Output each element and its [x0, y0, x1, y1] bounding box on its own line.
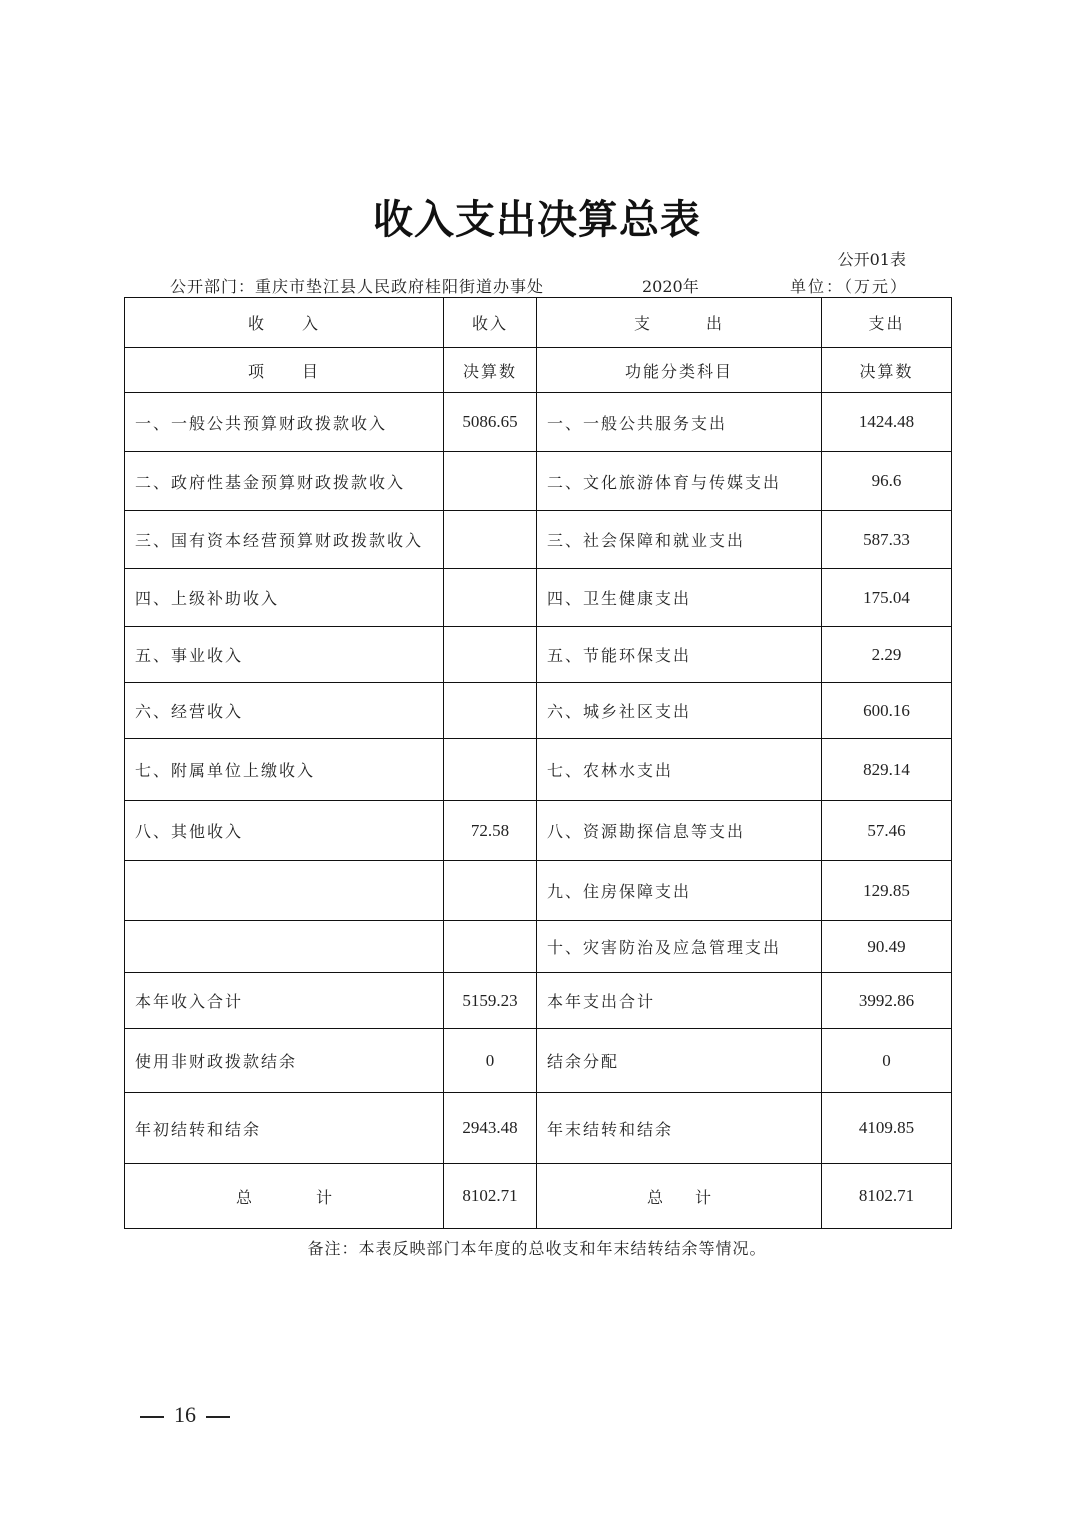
income-value [444, 452, 537, 511]
header-income-final: 决算数 [444, 348, 537, 393]
table-row [125, 627, 952, 683]
income-value [444, 861, 537, 921]
expense-item: 结余分配 [537, 1029, 822, 1093]
income-item [125, 921, 444, 973]
table-row [125, 1029, 952, 1093]
header-row-1 [125, 298, 952, 348]
income-value: 2943.48 [444, 1093, 537, 1164]
page-title: 收入支出决算总表 [373, 196, 701, 243]
total-income-value: 8102.71 [444, 1164, 537, 1229]
header-category: 功能分类科目 [537, 348, 822, 393]
header-item: 项 目 [125, 348, 444, 393]
table-row [125, 683, 952, 739]
expense-value: 90.49 [822, 921, 952, 973]
income-value [444, 921, 537, 973]
unit: 单位：（万元） [790, 277, 909, 296]
form-number: 公开01表 [837, 250, 906, 269]
income-item: 五、事业收入 [125, 627, 444, 683]
header-income-amount: 收入 [444, 298, 537, 348]
table-row [125, 801, 952, 861]
expense-value: 175.04 [822, 569, 952, 627]
expense-value: 829.14 [822, 739, 952, 801]
income-item: 本年收入合计 [125, 973, 444, 1029]
income-item: 使用非财政拨款结余 [125, 1029, 444, 1093]
expense-item: 五、节能环保支出 [537, 627, 822, 683]
total-expense-value: 8102.71 [822, 1164, 952, 1229]
income-item: 七、附属单位上缴收入 [125, 739, 444, 801]
expense-value: 129.85 [822, 861, 952, 921]
income-value [444, 739, 537, 801]
expense-item: 一、一般公共服务支出 [537, 393, 822, 452]
header-row-2 [125, 348, 952, 393]
expense-item: 七、农林水支出 [537, 739, 822, 801]
expense-value: 96.6 [822, 452, 952, 511]
expense-item: 三、社会保障和就业支出 [537, 511, 822, 569]
header-income: 收 入 [125, 298, 444, 348]
income-value [444, 511, 537, 569]
expense-item: 年末结转和结余 [537, 1093, 822, 1164]
budget-table [124, 297, 952, 1229]
table-row [125, 739, 952, 801]
income-item: 二、政府性基金预算财政拨款收入 [125, 452, 444, 511]
total-expense-label: 总 计 [537, 1164, 822, 1229]
expense-item: 二、文化旅游体育与传媒支出 [537, 452, 822, 511]
income-item: 四、上级补助收入 [125, 569, 444, 627]
income-value [444, 569, 537, 627]
expense-value: 587.33 [822, 511, 952, 569]
income-value: 72.58 [444, 801, 537, 861]
table-row [125, 452, 952, 511]
dash-left [140, 1416, 164, 1418]
table-row [125, 973, 952, 1029]
table-row [125, 511, 952, 569]
header-expense-amount: 支出 [822, 298, 952, 348]
income-value: 0 [444, 1029, 537, 1093]
expense-value: 57.46 [822, 801, 952, 861]
expense-value: 4109.85 [822, 1093, 952, 1164]
expense-value: 0 [822, 1029, 952, 1093]
income-item: 六、经营收入 [125, 683, 444, 739]
table-row [125, 861, 952, 921]
expense-value: 1424.48 [822, 393, 952, 452]
income-item [125, 861, 444, 921]
expense-item: 十、灾害防治及应急管理支出 [537, 921, 822, 973]
income-value [444, 683, 537, 739]
expense-item: 本年支出合计 [537, 973, 822, 1029]
year: 2020年 [642, 277, 699, 296]
expense-item: 八、资源勘探信息等支出 [537, 801, 822, 861]
table-row [125, 921, 952, 973]
income-value: 5159.23 [444, 973, 537, 1029]
expense-item: 四、卫生健康支出 [537, 569, 822, 627]
expense-value: 600.16 [822, 683, 952, 739]
income-item: 八、其他收入 [125, 801, 444, 861]
income-value: 5086.65 [444, 393, 537, 452]
table-row [125, 1093, 952, 1164]
income-item: 一、一般公共预算财政拨款收入 [125, 393, 444, 452]
expense-item: 九、住房保障支出 [537, 861, 822, 921]
expense-value: 2.29 [822, 627, 952, 683]
total-row [125, 1164, 952, 1229]
dash-right [206, 1416, 230, 1418]
expense-item: 六、城乡社区支出 [537, 683, 822, 739]
department: 公开部门：重庆市垫江县人民政府桂阳街道办事处 [170, 277, 545, 296]
income-item: 年初结转和结余 [125, 1093, 444, 1164]
table-row [125, 569, 952, 627]
header-expense-final: 决算数 [822, 348, 952, 393]
footnote: 备注：本表反映部门本年度的总收支和年末结转结余等情况。 [307, 1239, 767, 1258]
page-number [130, 1402, 240, 1428]
page-number-value: 16 [174, 1402, 196, 1427]
total-income-label: 总 计 [125, 1164, 444, 1229]
header-expense: 支 出 [537, 298, 822, 348]
expense-value: 3992.86 [822, 973, 952, 1029]
income-item: 三、国有资本经营预算财政拨款收入 [125, 511, 444, 569]
income-value [444, 627, 537, 683]
table-row [125, 393, 952, 452]
